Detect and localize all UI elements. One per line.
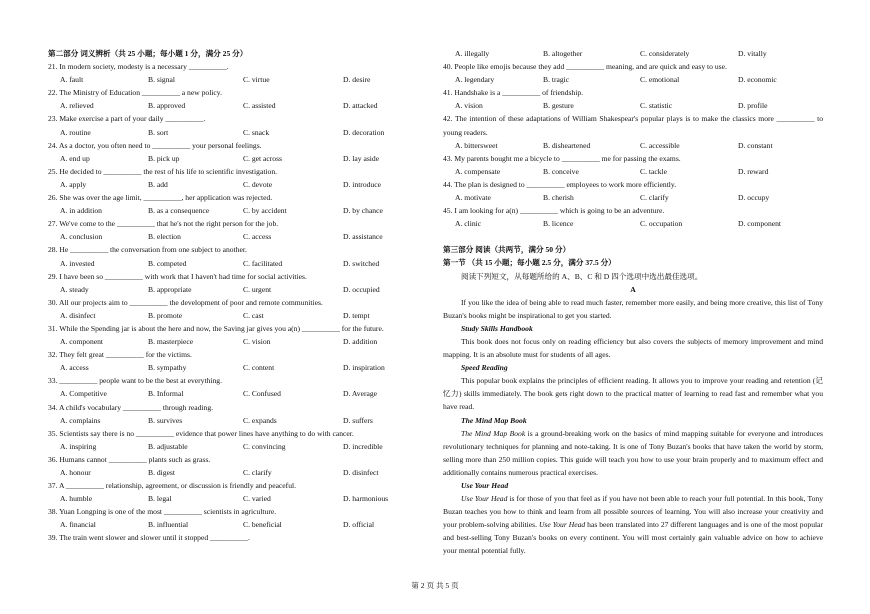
book4-title: Use Your Head (461, 481, 509, 490)
question-27: 27. We've come to the __________ that he's not the right person for the job. (48, 219, 279, 229)
question-22: 22. The Ministry of Education __________ a new policy. (48, 88, 222, 98)
options-45 (443, 217, 823, 230)
option: B. digest (148, 468, 176, 477)
options-32 (48, 361, 433, 374)
option: A. clinic (455, 219, 482, 229)
right-column (443, 47, 823, 558)
option: B. survives (148, 415, 183, 425)
option: C. expands (243, 415, 277, 425)
options-28 (48, 257, 433, 270)
book4-body-a: is for those of you that feel as if you have not been able to reach your full potential. In this book, Tony Buzan teaches you how to think and learn from all possible sources of learning. You will also increase your creativity and your problem-solving abilities. (443, 494, 823, 530)
options-30 (48, 309, 433, 322)
option: A. illegally (455, 49, 490, 58)
option: A. complains (60, 415, 101, 425)
option: D. vitally (738, 49, 767, 58)
option: C. by accident (243, 206, 287, 216)
question-35: 35. Scientists say there is no __________ evidence that power lines have anything to do with cancer. (48, 428, 354, 438)
option: D. lay aside (343, 153, 380, 163)
question-33: 33. __________ people want to be the best at everything. (48, 376, 222, 386)
options-43 (443, 165, 823, 178)
option: A. fault (60, 75, 84, 85)
question-45: 45. I am looking for a(n) __________ which is going to be an adventure. (443, 206, 665, 216)
options-39 (443, 47, 823, 60)
option: B. appropriate (148, 284, 192, 294)
option: A. compensate (455, 166, 501, 176)
option: C. occupation (640, 219, 683, 229)
option: A. financial (60, 520, 96, 530)
option: C. snack (243, 127, 270, 137)
question-43: 43. My parents bought me a bicycle to __________ me for passing the exams. (443, 153, 681, 163)
section3-title: 第三部分 阅读（共两节，满分 50 分） (443, 245, 571, 255)
question-36: 36. Humans cannot __________ plants such as grass. (48, 454, 211, 464)
option: C. clarify (640, 193, 669, 203)
options-27 (48, 230, 433, 243)
option: D. Average (343, 389, 378, 399)
option: D. reward (738, 166, 769, 176)
option: A. motivate (455, 193, 491, 203)
option: D. suffers (343, 415, 373, 425)
options-37 (48, 492, 433, 505)
option: A. disinfect (60, 310, 96, 320)
option: C. virtue (243, 75, 270, 85)
options-41 (443, 99, 823, 112)
option: B. signal (148, 75, 176, 85)
option: B. conceive (543, 166, 579, 176)
option: D. economic (738, 75, 777, 85)
option: C. clarify (243, 468, 272, 477)
option: C. devote (243, 179, 273, 189)
option: D. profile (738, 101, 768, 111)
question-40: 40. People like emojis because they add __________ meaning, and are quick and easy to use. (443, 62, 727, 72)
option: D. by chance (343, 206, 383, 216)
option: D. occupied (343, 284, 380, 294)
options-35 (48, 440, 433, 453)
option: C. get across (243, 153, 283, 163)
options-33 (48, 387, 433, 400)
option: A. component (60, 337, 104, 347)
question-25: 25. He decided to __________ the rest of his life to scientific investigation. (48, 166, 278, 176)
option: A. inspiring (60, 441, 97, 451)
option: A. vision (455, 101, 483, 111)
option: A. conclusion (60, 232, 103, 242)
book4-inline-title-2: Use Your Head (538, 520, 586, 530)
option: D. inspiration (343, 363, 385, 373)
option: C. beneficial (243, 520, 282, 530)
options-38 (48, 518, 433, 531)
option: B. pick up (148, 153, 180, 163)
book2-text: This popular book explains the principles of efficient reading. It allows you to improve your reading and retention (记忆力) skills immediately. The book gets right down to the practical matter of learning to read fast and remember what you have read. (443, 376, 823, 412)
option: A. routine (60, 127, 91, 137)
question-29: 29. I have been so __________ with work that I haven't had time for social activities. (48, 271, 307, 281)
option: B. add (148, 179, 168, 189)
option: C. assisted (243, 101, 276, 111)
option: C. varied (243, 494, 271, 504)
option: B. tragic (543, 75, 570, 85)
option: D. component (738, 219, 782, 229)
book4-body-b: has been translated into 27 different languages and is one of the most popular and best-selling Tony Buzan's books on every continent. You will most certainly gain valuable advice on how to achieve your mental potential fully. (443, 520, 823, 556)
option: B. Informal (148, 389, 184, 399)
options-23 (48, 126, 433, 139)
option: C. urgent (243, 284, 272, 294)
option: D. addition (343, 337, 378, 347)
option: A. apply (60, 179, 87, 189)
spacer (443, 230, 823, 243)
option: A. honour (60, 468, 91, 477)
question-42: 42. The intention of these adaptations of William Shakespear's popular plays is to make the classics more __________ to young readers. (443, 114, 823, 137)
options-31 (48, 335, 433, 348)
option: B. gesture (543, 101, 574, 111)
option: D. incredible (343, 441, 383, 451)
options-26 (48, 204, 433, 217)
book4-inline-title: Use Your Head (461, 494, 508, 504)
question-32: 32. They felt great __________ for the victims. (48, 350, 192, 360)
question-30: 30. All our projects aim to __________ the development of poor and remote communities. (48, 297, 323, 307)
option: B. adjustable (148, 441, 188, 451)
option: B. masterpiece (148, 337, 194, 347)
option: A. end up (60, 153, 90, 163)
option: B. altogether (543, 49, 583, 58)
book3-title: The Mind Map Book (461, 415, 527, 425)
question-37: 37. A __________ relationship, agreement, or discussion is friendly and peaceful. (48, 481, 297, 491)
passage-label: A (630, 284, 636, 294)
options-29 (48, 283, 433, 296)
question-28: 28. He __________ the conversation from one subject to another. (48, 245, 247, 255)
question-34: 34. A child's vocabulary __________ through reading. (48, 402, 214, 412)
option: B. sort (148, 127, 169, 137)
option: A. in addition (60, 206, 102, 216)
option: D. harmonious (343, 494, 389, 504)
book4-text (443, 492, 823, 557)
book1-title: Study Skills Handbook (461, 323, 533, 333)
part1-title: 第一节 （共 15 小题；每小题 2.5 分，满分 37.5 分） (443, 258, 616, 268)
option: D. switched (343, 258, 380, 268)
question-26: 26. She was over the age limit, __________, her application was rejected. (48, 193, 273, 203)
option: B. disheartened (543, 140, 591, 150)
options-34 (48, 414, 433, 427)
book2-title: Speed Reading (461, 363, 508, 373)
option: A. steady (60, 284, 89, 294)
option: B. sympathy (148, 363, 187, 373)
book1-text: This book does not focus only on reading efficiency but also covers the subjects of memory improvement and mind mapping. It is an absolute must for students of all ages. (443, 336, 823, 360)
option: C. statistic (640, 101, 673, 111)
question-23: 23. Make exercise a part of your daily __________. (48, 114, 206, 124)
option: B. promote (148, 310, 183, 320)
option: C. access (243, 232, 272, 242)
option: A. bittersweet (455, 140, 498, 150)
instruction: 阅读下列短文，从每题所给的 A、B、C 和 D 四个选项中选出最佳选项。 (461, 271, 703, 281)
options-22 (48, 99, 433, 112)
question-21: 21. In modern society, modesty is a necessary __________. (48, 62, 229, 72)
options-42 (443, 139, 823, 152)
option: D. official (343, 520, 375, 530)
option: C. content (243, 363, 275, 373)
option: D. occupy (738, 193, 770, 203)
options-24 (48, 152, 433, 165)
book3-body: is a ground-breaking work on the basics of mind mapping suitable for everyone and introduces revolutionary techniques for planning and note-taking. It is one of Tony Buzan's books that have taken the world by storm, selling more than 250 million copies. This guide will teach you how to use your brain properly and to maximum effect and additionally contains numerous practical exercises. (443, 428, 823, 477)
option: A. humble (60, 494, 93, 504)
question-44: 44. The plan is designed to __________ employees to work more efficiently. (443, 179, 677, 189)
question-39: 39. The train went slower and slower until it stopped __________. (48, 533, 250, 543)
option: A. Competitive (60, 389, 107, 399)
question-24: 24. As a doctor, you often need to __________ your personal feelings. (48, 140, 262, 150)
option: C. vision (243, 337, 271, 347)
option: D. assistance (343, 232, 383, 242)
options-21 (48, 73, 433, 86)
option: A. invested (60, 258, 95, 268)
question-31: 31. While the Spending jar is about the here and now, the Saving jar gives you a(n) __________ for the future. (48, 323, 384, 333)
book3-inline-title: The Mind Map Book (461, 428, 526, 438)
option: B. cherish (543, 193, 574, 203)
option: B. licence (543, 219, 574, 229)
option: C. cast (243, 310, 264, 320)
option: B. competed (148, 258, 187, 268)
option: D. tempt (343, 310, 370, 320)
option: D. attacked (343, 101, 378, 111)
option: D. introduce (343, 179, 381, 189)
option: C. convincing (243, 441, 286, 451)
option: C. Confused (243, 389, 281, 399)
intro-paragraph: If you like the idea of being able to read much faster, remember more easily, and being more creative, this list of Tony Buzan's books might be inspirational to get you started. (443, 297, 823, 320)
section-title: 第二部分 词义辨析（共 25 小题；每小题 1 分，满分 25 分） (48, 49, 248, 58)
option: D. decoration (343, 127, 385, 137)
options-36 (48, 466, 433, 479)
options-44 (443, 191, 823, 204)
option: B. approved (148, 101, 186, 111)
page-footer: 第 2 页 共 5 页 (411, 581, 459, 590)
option: B. as a consequence (148, 206, 210, 216)
option: C. considerately (640, 49, 690, 58)
option: B. influential (148, 520, 189, 530)
option: C. facilitated (243, 258, 283, 268)
option: C. tackle (640, 166, 667, 176)
option: C. emotional (640, 75, 680, 85)
option: D. constant (738, 140, 773, 150)
option: B. legal (148, 494, 172, 504)
option: A. access (60, 363, 89, 373)
left-column (48, 47, 433, 545)
question-38: 38. Yuan Longping is one of the most __________ scientists in agriculture. (48, 507, 277, 517)
option: D. desire (343, 75, 371, 85)
option: A. relieved (60, 101, 94, 111)
question-41: 41. Handshake is a __________ of friendship. (443, 88, 584, 98)
option: C. accessible (640, 140, 680, 150)
book3-text (443, 427, 823, 479)
options-40 (443, 73, 823, 86)
options-25 (48, 178, 433, 191)
option: A. legendary (455, 75, 495, 85)
option: B. election (148, 232, 181, 242)
option: D. disinfect (343, 468, 379, 477)
